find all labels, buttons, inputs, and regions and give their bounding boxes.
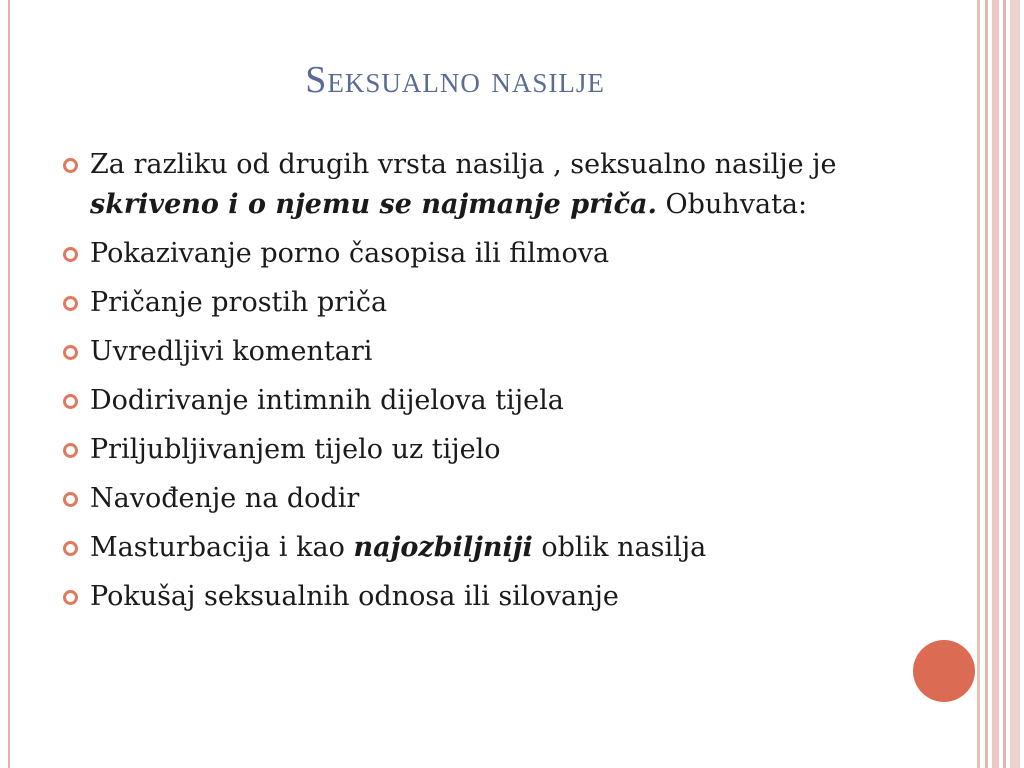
item-text: Pokušaj seksualnih odnosa ili silovanje xyxy=(90,581,619,612)
item-text: Uvredljivi komentari xyxy=(90,336,373,367)
item-text: Dodirivanje intimnih dijelova tijela xyxy=(90,385,564,416)
right-border-stripe xyxy=(1003,0,1006,768)
right-border-stripe xyxy=(985,0,988,768)
bullet-ring-icon xyxy=(63,541,78,556)
item-text: oblik nasilja xyxy=(532,532,707,563)
bullet-ring-icon xyxy=(63,492,78,507)
slide-title: Seksualno nasilje xyxy=(305,59,605,101)
item-text: Pričanje prostih priča xyxy=(90,287,388,318)
bullet-list xyxy=(60,145,840,626)
bullet-ring-icon xyxy=(63,158,78,173)
list-item xyxy=(60,479,840,519)
item-text: Za razliku od drugih vrsta nasilja , seksualno nasilje je xyxy=(90,149,837,180)
item-emphasis: najozbiljniji xyxy=(353,532,533,563)
list-item xyxy=(60,577,840,617)
item-emphasis: skriveno i o njemu se najmanje priča. xyxy=(90,189,657,220)
item-text: Navođenje na dodir xyxy=(90,483,360,514)
list-item xyxy=(60,430,840,470)
left-border-line xyxy=(8,0,10,768)
bullet-ring-icon xyxy=(63,345,78,360)
bullet-ring-icon xyxy=(63,443,78,458)
item-text: Pokazivanje porno časopisa ili filmova xyxy=(90,238,610,269)
decorative-circle xyxy=(913,640,975,702)
list-item xyxy=(60,332,840,372)
list-item xyxy=(60,234,840,274)
list-item xyxy=(60,283,840,323)
list-item xyxy=(60,381,840,421)
right-border-stripe xyxy=(977,0,980,768)
item-text: Obuhvata: xyxy=(656,189,808,220)
bullet-ring-icon xyxy=(63,394,78,409)
list-item xyxy=(60,145,840,225)
right-border-stripe xyxy=(1010,0,1020,768)
list-item xyxy=(60,528,840,568)
bullet-ring-icon xyxy=(63,247,78,262)
bullet-ring-icon xyxy=(63,590,78,605)
right-border-stripe xyxy=(992,0,999,768)
bullet-ring-icon xyxy=(63,296,78,311)
item-text: Masturbacija i kao xyxy=(90,532,354,563)
item-text: Priljubljivanjem tijelo uz tijelo xyxy=(90,434,501,465)
